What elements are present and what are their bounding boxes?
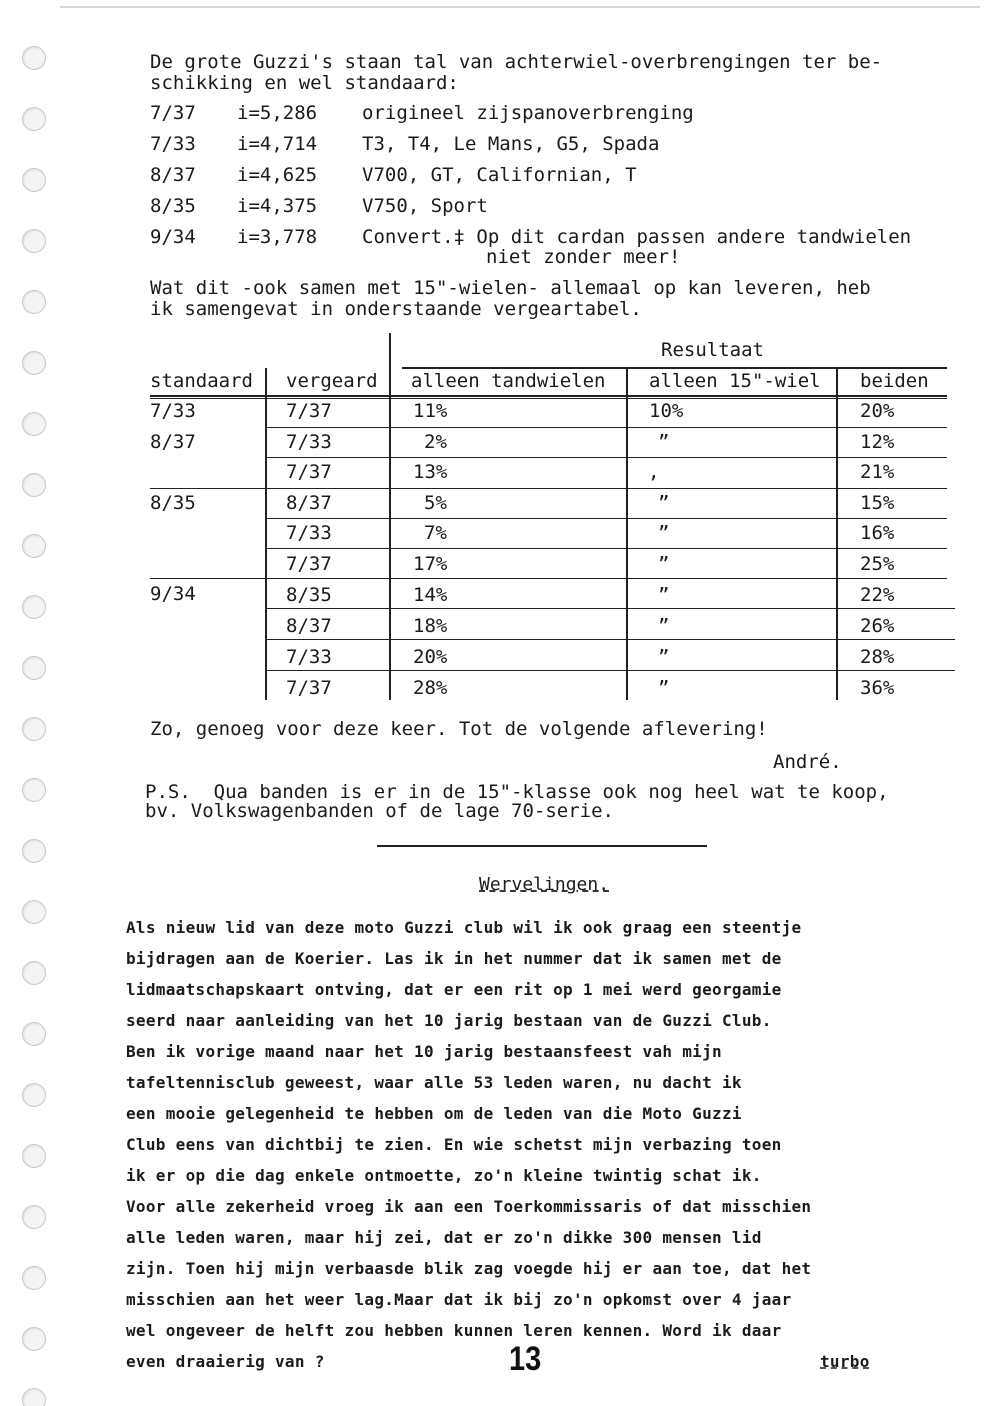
table-divider: [626, 368, 628, 700]
table-cell: 26%: [860, 615, 895, 637]
table-cell: 8/37: [286, 615, 332, 637]
summary-line-2: ik samengevat in onderstaande vergeartabel.: [150, 298, 642, 320]
article-line: tafeltennisclub geweest, waar alle 53 leden waren, nu dacht ik: [126, 1073, 742, 1092]
standard-label: 9/34: [150, 583, 196, 605]
table-rule: [265, 457, 947, 458]
table-cell: 7/33: [286, 431, 332, 453]
table-cell: ”: [658, 553, 670, 575]
table-cell: ”: [658, 431, 670, 453]
table-rule: [265, 670, 955, 671]
table-cell: 14%: [413, 584, 448, 606]
article-line: Voor alle zekerheid vroeg ik aan een Toerkommissaris of dat misschien: [126, 1197, 812, 1216]
table-cell: 10%: [649, 400, 684, 422]
table-cell: 5%: [424, 492, 447, 514]
binder-hole: [22, 1144, 46, 1168]
binder-hole: [22, 107, 46, 131]
ratio-gear: 8/37: [150, 164, 196, 186]
ps-line-1: P.S. Qua banden is er in de 15"-klasse ook nog heel wat te koop,: [145, 781, 889, 803]
table-cell: 2%: [424, 431, 447, 453]
table-cell: 7/37: [286, 553, 332, 575]
article-line: bijdragen aan de Koerier. Las ik in het nummer dat ik samen met de: [126, 949, 782, 968]
table-cell: 7/37: [286, 461, 332, 483]
article-title: Wervelingen.: [479, 874, 610, 895]
ps-line-2: bv. Volkswagenbanden of de lage 70-serie.: [145, 800, 614, 822]
binder-hole: [22, 778, 46, 802]
binder-hole: [22, 656, 46, 680]
binder-hole: [22, 1022, 46, 1046]
top-edge-line: [60, 6, 980, 8]
binder-hole: [22, 900, 46, 924]
article-line: ik er op die dag enkele ontmoette, zo'n kleine twintig schat ik.: [126, 1166, 762, 1185]
standard-label: 8/37: [150, 431, 196, 453]
ratio-desc: Convert.‡ Op dit cardan passen andere tandwielen: [362, 226, 912, 248]
table-divider: [389, 333, 391, 700]
table-cell: 17%: [413, 553, 448, 575]
table-cell: 28%: [413, 677, 448, 699]
ratio-gear: 7/37: [150, 102, 196, 124]
ratio-desc: origineel zijspanoverbrenging: [362, 102, 694, 124]
table-cell: 7%: [424, 522, 447, 544]
ratio-gear: 7/33: [150, 133, 196, 155]
binder-hole: [22, 412, 46, 436]
author-signature: André.: [773, 751, 842, 773]
binder-hole: [22, 1327, 46, 1351]
closing-line: Zo, genoeg voor deze keer. Tot de volgende aflevering!: [150, 718, 768, 740]
ratio-value: i=4,714: [237, 133, 318, 155]
intro-line-2: schikking en wel standaard:: [150, 72, 459, 94]
binder-hole: [22, 595, 46, 619]
binder-hole: [22, 46, 46, 70]
binder-hole: [22, 1266, 46, 1290]
table-cell: 20%: [860, 400, 895, 422]
ratio-gear: 9/34: [150, 226, 196, 248]
column-header: alleen tandwielen: [411, 370, 606, 392]
table-cell: 25%: [860, 553, 895, 575]
table-cell: ”: [658, 522, 670, 544]
article-line: Als nieuw lid van deze moto Guzzi club wil ik ook graag een steentje: [126, 918, 802, 937]
binder-hole: [22, 351, 46, 375]
table-cell: 18%: [413, 615, 448, 637]
table-cell: ”: [658, 646, 670, 668]
table-rule: [265, 639, 955, 640]
table-rule: [150, 395, 947, 397]
article-line: alle leden waren, maar hij zei, dat er zo'n dikke 300 mensen lid: [126, 1228, 762, 1247]
table-cell: 21%: [860, 461, 895, 483]
article-line: seerd naar aanleiding van het 10 jarig bestaan van de Guzzi Club.: [126, 1011, 772, 1030]
binder-hole: [22, 1205, 46, 1229]
intro-line-1: De grote Guzzi's staan tal van achterwiel-overbrengingen ter be-: [150, 51, 883, 73]
ratio-value: i=3,778: [237, 226, 318, 248]
table-divider: [836, 368, 838, 700]
article-line: een mooie gelegenheid te hebben om de leden van die Moto Guzzi: [126, 1104, 742, 1123]
article-line: wel ongeveer de helft zou hebben kunnen leren kennen. Word ik daar: [126, 1321, 782, 1340]
binder-hole: [22, 168, 46, 192]
table-cell: 8/35: [286, 584, 332, 606]
table-cell: 13%: [413, 461, 448, 483]
article-line: Ben ik vorige maand naar het 10 jarig bestaansfeest vah mijn: [126, 1042, 722, 1061]
page-number: 13: [509, 1340, 542, 1378]
article-line: zijn. Toen hij mijn verbaasde blik zag voegde hij er aan toe, dat het: [126, 1259, 812, 1278]
article-line: misschien aan het weer lag.Maar dat ik bij zo'n opkomst over 4 jaar: [126, 1290, 792, 1309]
ratio-value: i=4,375: [237, 195, 318, 217]
binder-hole: [22, 229, 46, 253]
table-rule: [402, 367, 947, 369]
table-rule: [150, 398, 947, 399]
table-rule: [265, 518, 947, 519]
table-cell: 15%: [860, 492, 895, 514]
table-cell: ”: [658, 584, 670, 606]
ratio-desc: V700, GT, Californian, T: [362, 164, 637, 186]
ratio-desc: T3, T4, Le Mans, G5, Spada: [362, 133, 660, 155]
table-cell: 7/37: [286, 677, 332, 699]
ratio-desc-continued: niet zonder meer!: [486, 246, 681, 268]
column-header: beiden: [860, 370, 929, 392]
article-line: Club eens van dichtbij te zien. En wie schetst mijn verbazing toen: [126, 1135, 782, 1154]
table-rule: [265, 427, 947, 428]
table-cell: 22%: [860, 584, 895, 606]
section-separator: [377, 845, 707, 847]
table-cell: ”: [658, 615, 670, 637]
table-cell: 12%: [860, 431, 895, 453]
table-cell: ”: [658, 492, 670, 514]
ratio-value: i=4,625: [237, 164, 318, 186]
binder-hole: [22, 961, 46, 985]
table-rule: [150, 578, 947, 579]
standard-label: 8/35: [150, 492, 196, 514]
table-cell: 28%: [860, 646, 895, 668]
ratio-gear: 8/35: [150, 195, 196, 217]
table-rule: [265, 608, 955, 609]
article-line: lidmaatschapskaart ontving, dat er een rit op 1 mei werd georgamie: [126, 980, 782, 999]
column-header: alleen 15"-wiel: [649, 370, 821, 392]
binder-hole: [22, 473, 46, 497]
ratio-desc: V750, Sport: [362, 195, 488, 217]
table-cell: 8/37: [286, 492, 332, 514]
binder-hole: [22, 717, 46, 741]
table-rule: [150, 488, 947, 489]
article-line: even draaierig van ?: [126, 1352, 325, 1371]
table-cell: ,: [648, 461, 660, 483]
table-cell: 7/33: [286, 522, 332, 544]
ratio-value: i=5,286: [237, 102, 318, 124]
standard-label: 7/33: [150, 400, 196, 422]
table-cell: ”: [658, 677, 670, 699]
result-header: Resultaat: [661, 339, 764, 361]
table-cell: 20%: [413, 646, 448, 668]
binder-hole: [22, 534, 46, 558]
table-cell: 7/37: [286, 400, 332, 422]
summary-line-1: Wat dit -ook samen met 15"-wielen- allemaal op kan leveren, heb: [150, 277, 871, 299]
binder-hole: [22, 1083, 46, 1107]
table-cell: 7/33: [286, 646, 332, 668]
table-cell: 36%: [860, 677, 895, 699]
table-divider: [265, 368, 267, 700]
article-signature: turbo: [820, 1352, 870, 1371]
table-cell: 16%: [860, 522, 895, 544]
column-header: vergeard: [286, 370, 378, 392]
binder-hole: [22, 1388, 46, 1406]
table-cell: 11%: [413, 400, 448, 422]
column-header: standaard: [150, 370, 253, 392]
table-rule: [265, 548, 947, 549]
binder-hole: [22, 839, 46, 863]
binder-hole: [22, 290, 46, 314]
